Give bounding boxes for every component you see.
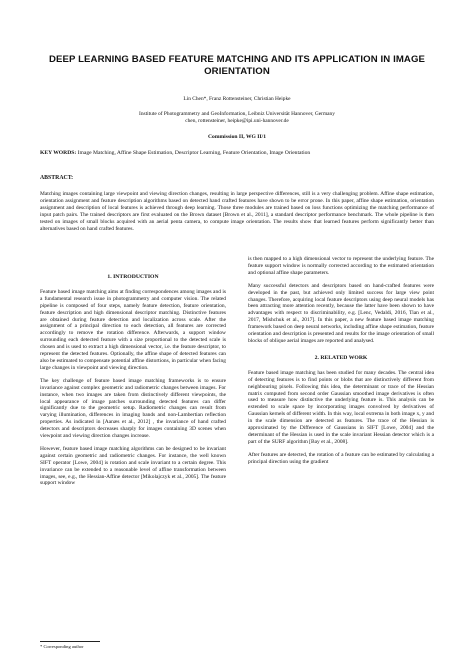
affiliation-line-1: Institute of Photogrammetry and GeoInformation, Leibniz Universität Hannover, Germany <box>139 111 335 117</box>
keywords-label: KEY WORDS: <box>40 150 77 156</box>
affiliation-line-2: chen, rottensteiner, heipke@ipi.uni-hannover.de <box>185 118 289 124</box>
keywords-text: Image Matching, Affine Shape Estimation, Descriptor Learning, Feature Orientation, Image Orientation <box>77 150 311 156</box>
section-heading-related-work: 2. RELATED WORK <box>314 354 368 361</box>
intro-paragraph-3: However, feature based image matching algorithms can be designed to be invariant against certain geometric and radiometric changes. For instance, the well known SIFT operator [Lowe, 2004] is rotation and scale invariant to a certain degree. This invariance can be extended to a reasonable level of affine transformation between images, see, e.g., the Hessian-Affine detector [Mikolajczyk et al., 2005]. The feature support window <box>40 445 226 487</box>
left-column <box>40 274 226 493</box>
section-heading-introduction: 1. INTRODUCTION <box>107 274 159 280</box>
footnote-rule <box>40 641 100 642</box>
footnote: * Corresponding author <box>40 644 84 649</box>
related-paragraph-2: After features are detected, the rotation of a feature can be estimated by calculating a principal direction using the gradient <box>248 451 434 465</box>
intro-paragraph-5: Many successful detectors and descriptors based on hand-crafted features were developed in the past, but achieved only limited success for large view point changes. Therefore, acquiring local feature descriptors using deep neural models has been attracting more attention recently, because the latter have been shown to have advantages with respect to discriminability, e.g. [Lenc, Vedaldi, 2016, Tian et al., 2017, Mishchuk et al., 2017]. In this paper, a new feature based image matching framework based on deep neural networks, including affine shape estimation, feature orientation and description is presented and results for the image orientation of small blocks of oblique aerial images are reported and analysed. <box>248 282 434 344</box>
related-paragraph-1: Feature based image matching has been studied for many decades. The central idea of detecting features is to find points or blobs that are distinctively different from neighbouring pixels. Following this idea, the determinant or trace of the Hessian matrix computed from second order Gaussian smoothed image derivatives is often used to measure how distinctive the underlying feature is. This analysis can be extended to scale space by incorporating images convolved by derivatives of Gaussian kernels of different width. In this way, local extrema in both image x, y and in the scale dimension are detected as features. The trace of the Hessian is approximated by the Difference of Gaussians in SIFT [Lowe, 2004] and the determinant of the Hessian is used in the scale invariant Hessian detector which is a part of the SURF algorithm [Bay et al., 2008]. <box>248 369 434 445</box>
intro-paragraph-1: Feature based image matching aims at finding correspondences among images and is a fundamental research issue in photogrammetry and computer vision. The related pipeline is composed of four steps, namely feature detection, feature orientation, feature description and high dimensional descriptor matching. Distinctive features are obtained during feature detection and localization across scale. After the assignment of a principal direction to each detection, all features are corrected accordingly to remove the rotation difference. Afterwards, a support window surrounding each detected feature with a size proportional to the detected scale is chosen and is used to extract a high dimensional vector, i.e. the feature descriptor, to represent the detected features. Optionally, the affine shape of detected features can also be estimated to compensate potential affine distortions, in particular when facing large changes in viewpoint and viewing direction. <box>40 288 226 371</box>
paper-title: DEEP LEARNING BASED FEATURE MATCHING AND ITS APPLICATION IN IMAGE ORIENTATION <box>48 54 426 77</box>
authors: Lin Chen*, Franz Rottensteiner, Christian Heipke <box>183 96 291 102</box>
abstract-text: Matching images containing large viewpoint and viewing direction changes, resulting in large perspective differences, still is a very challenging problem. Affine shape estimation, orientation assignment and feature description algorithms based on detected hand crafted features have shown to be error prone. In this paper, affine shape estimation, orientation assignment and description of local features is achieved through deep learning. Those three modules are trained based on loss functions optimizing the matching performance of input patch pairs. The trained descriptors are first evaluated on the Brown dataset [Brown et al., 2011], a standard descriptor performance benchmark. The whole pipeline is then tested on images of small blocks acquired with an aerial penta camera, to compute image orientation. The results show that learned features perform significantly better than alternatives based on hand crafted features. <box>40 191 434 232</box>
abstract-heading: ABSTRACT: <box>40 175 74 181</box>
commission: Commission II, WG II/1 <box>207 134 267 140</box>
right-column <box>248 256 434 472</box>
intro-paragraph-2: The key challenge of feature based image matching frameworks is to ensure invariance against complex geometric and radiometric changes between images. For instance, when two images are taken from distinctively different viewpoints, the local appearance of image patches surrounding detected features can differ significantly due to the geometric setup. Radiometric changes can result from varying illumination, differences in imaging bands and non-Lambertian reflection properties. As indicated in [Aanæs et al., 2012] , the invariance of hand crafted detectors and descriptors decreases sharply for images containing 3D scenes when viewpoint and viewing direction changes increase. <box>40 377 226 440</box>
affiliation <box>40 111 434 125</box>
intro-paragraph-4: is then mapped to a high dimensional vector to represent the underlying feature. The feature support window is normally corrected according to the estimated orientation and optional affine shape parameters. <box>248 256 434 276</box>
keywords <box>40 150 434 157</box>
